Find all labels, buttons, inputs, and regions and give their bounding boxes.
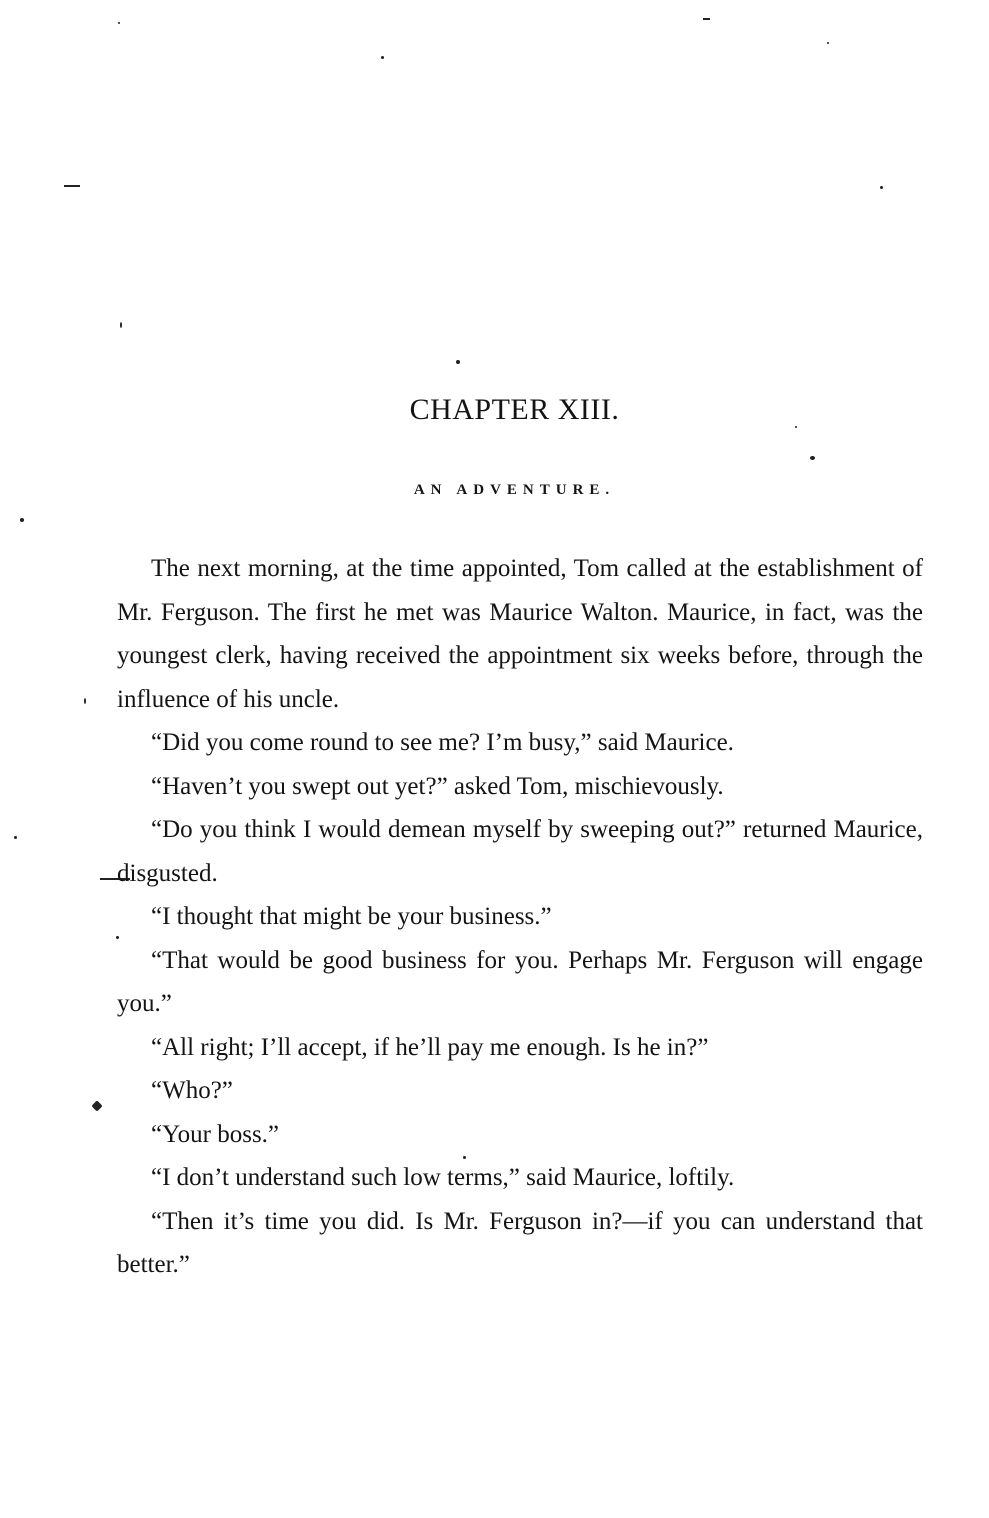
paragraph: “Your boss.” <box>151 1120 280 1148</box>
paragraph: “Haven’t you swept out yet?” asked Tom, mischievously. <box>151 772 724 800</box>
paragraph: “All right; I’ll accept, if he’ll pay me enough. Is he in?” <box>151 1033 709 1061</box>
chapter-title: CHAPTER XIII. <box>409 393 620 426</box>
paragraph: “That would be good business for you. Perhaps Mr. Ferguson will engage you.” <box>117 946 923 1017</box>
chapter-subtitle: AN ADVENTURE. <box>413 482 616 498</box>
scan-speck <box>91 1100 102 1111</box>
scan-speck <box>84 698 86 704</box>
scan-speck <box>120 322 122 328</box>
paragraph: The next morning, at the time appointed, Tom called at the establishment of Mr. Ferguson. The first he met was Maurice Walton. Maurice, in fact, was the youngest clerk, having received the appointment six weeks before, through the influence of his uncle. <box>117 555 923 713</box>
scan-speck <box>456 360 460 364</box>
paragraph: “I don’t understand such low terms,” said Maurice, loftily. <box>151 1164 735 1191</box>
scan-speck <box>703 18 710 20</box>
chapter-text <box>117 547 923 1287</box>
scan-speck <box>880 186 883 189</box>
paragraph: “Who?” <box>151 1077 233 1104</box>
paragraph: “I thought that might be your business.” <box>151 903 552 930</box>
paragraph: “Then it’s time you did. Is Mr. Ferguson in?—if you can understand that better.” <box>117 1207 923 1278</box>
paragraph: “Do you think I would demean myself by sweeping out?” returned Maurice, disgusted. <box>117 816 923 887</box>
scan-speck <box>14 836 17 839</box>
scan-speck <box>64 185 80 187</box>
scan-speck <box>827 42 829 44</box>
scan-speck <box>381 56 384 59</box>
scan-speck <box>810 456 815 460</box>
scan-speck <box>20 518 24 522</box>
paragraph: “Did you come round to see me? I’m busy,” said Maurice. <box>151 729 734 756</box>
scan-speck <box>118 22 120 24</box>
